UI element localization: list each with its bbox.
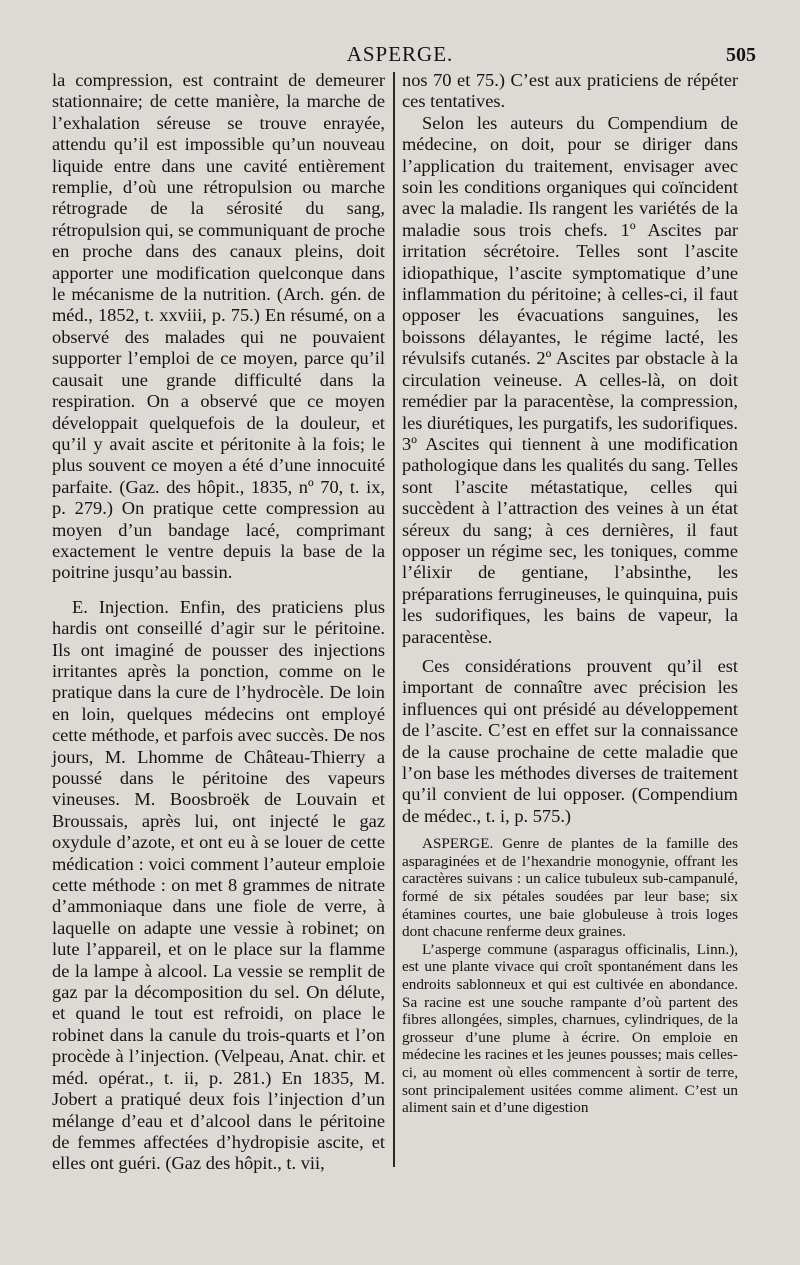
running-head xyxy=(0,42,800,68)
right-paragraph-1: nos 70 et 75.) C’est aux praticiens de répéter ces tentatives. xyxy=(402,70,738,112)
right-paragraph-2: Selon les auteurs du Compendium de médecine, on doit, pour se diriger dans l’application du traitement, envisager avec soin les conditions organiques qui coïncident avec la maladie. Ils rangent les variétés de la maladie sous trois chefs. 1º Ascites par irritation sécrétoire. Telles sont l’ascite idiopathique, l’ascite symptomatique d’une inflammation du péritoine; à celles-ci, il faut opposer les évacuations sanguines, les boissons délayantes, le régime lacté, les révulsifs cutanés. 2º Ascites par obstacle à la circulation veineuse. A celles-là, on doit remédier par la paracentèse, la compression, les diurétiques, les purgatifs, les sudorifiques. 3º Ascites qui tiennent à une modification pathologique dans les qualités du sang. Telles sont l’ascite métastatique, celles qui succèdent à l’attraction des veines à un état séreux du sang; à ces dernières, il faut opposer un régime sec, les toniques, comme l’élixir de gentiane, l’absinthe, les préparations ferrugineuses, le quinquina, puis les sudorifiques, les bains de vapeur, la paracentèse. xyxy=(402,112,738,647)
entry-asperge-commune: L’asperge commune (asparagus officinalis, Linn.), est une plante vivace qui croît spontanément dans les endroits sablonneux et qui est cultivée en abondance. Sa racine est une souche rampante d’où partent des fibres allongées, simples, charnues, cylindriques, de la grosseur d’une plume à écrire. On emploie en médecine les racines et les jeunes pousses; mais celles-ci, au moment où elles commencent à sortir de terre, sont principalement usitées comme aliment. C’est un aliment sain et d’une digestion xyxy=(402,940,738,1117)
left-paragraph-1: la compression, est contraint de demeurer stationnaire; de cette manière, la marche de l’exhalation séreuse se trouve enrayée, attendu qu’il est impossible qu’un nouveau liquide entre dans une cavité entièrement remplie, d’où une rétropulsion ou marche rétrograde de la sérosité du sang, rétropulsion qui, se communiquant de proche en proche dans des canaux pleins, doit apporter une modification quelconque dans le mécanisme de la nutrition. (Arch. gén. de méd., 1852, t. xxviii, p. 75.) En résumé, on a observé des malades qui ne pouvaient supporter l’emploi de ce moyen, parce qu’il causait une grande difficulté dans la respiration. On a observé que ce moyen développait quelquefois de la douleur, et qu’il y avait ascite et péritonite à la fois; le plus souvent ce moyen a été d’une innocuité parfaite. (Gaz. des hôpit., 1835, nº 70, t. ix, p. 279.) On pratique cette compression au moyen d’un bandage lacé, comprimant exactement le ventre depuis la base de la poitrine jusqu’au bassin. xyxy=(52,70,385,583)
page-title: ASPERGE. xyxy=(346,42,454,66)
right-column xyxy=(402,70,738,1117)
left-paragraph-2: E. Injection. Enfin, des praticiens plus hardis ont conseillé d’agir sur le péritoine. Ils ont imaginé de pousser des injections irritantes après la ponction, comme on le pratique dans la cure de l’hydrocèle. De loin en loin, quelques médecins ont employé cette méthode, et parfois avec succès. De nos jours, M. Lhomme de Château-Thierry a poussé dans le péritoine des vapeurs vineuses. M. Boosbroëk de Louvain et Broussais, après lui, ont injecté le gaz oxydule d’azote, et ont eu à se louer de cette médication : voici comment l’auteur emploie cette méthode : on met 8 grammes de nitrate d’ammoniaque dans une fiole de verre, à laquelle on adapte une vessie à robinet; on lute l’appareil, et on le place sur la flamme de la lampe à alcool. La vessie se remplit de gaz par la décomposition du sel. On délute, et quand le tout est refroidi, on place le robinet dans la canule du trois-quarts et l’on procède à l’injection. (Velpeau, Anat. chir. et méd. opérat., t. ii, p. 281.) En 1835, M. Jobert a pratiqué deux fois l’injection d’un mélange d’eau et d’alcool dans le péritoine de femmes affectées d’hydropisie ascite, et elles ont guéri. (Gaz des hôpit., t. vii, xyxy=(52,596,385,1174)
column-divider xyxy=(393,72,395,1167)
left-column xyxy=(52,70,385,1175)
right-paragraph-3: Ces considérations prouvent qu’il est important de connaître avec précision les influences qui ont présidé au développement de l’ascite. C’est en effet sur la connaissance de la cause prochaine de cette maladie que l’on base les méthodes diverses de traitement qu’il convient de lui opposer. (Compendium de médec., t. i, p. 575.) xyxy=(402,655,738,826)
entry-asperge: ASPERGE. Genre de plantes de la famille des asparaginées et de l’hexandrie monogynie, offrant les caractères suivans : un calice tubuleux sub-campanulé, formé de six pétales soudées par leur base; six étamines courtes, une baie globuleuse à trois loges dont chacune renferme deux graines. xyxy=(402,835,738,941)
page-number: 505 xyxy=(726,44,756,66)
